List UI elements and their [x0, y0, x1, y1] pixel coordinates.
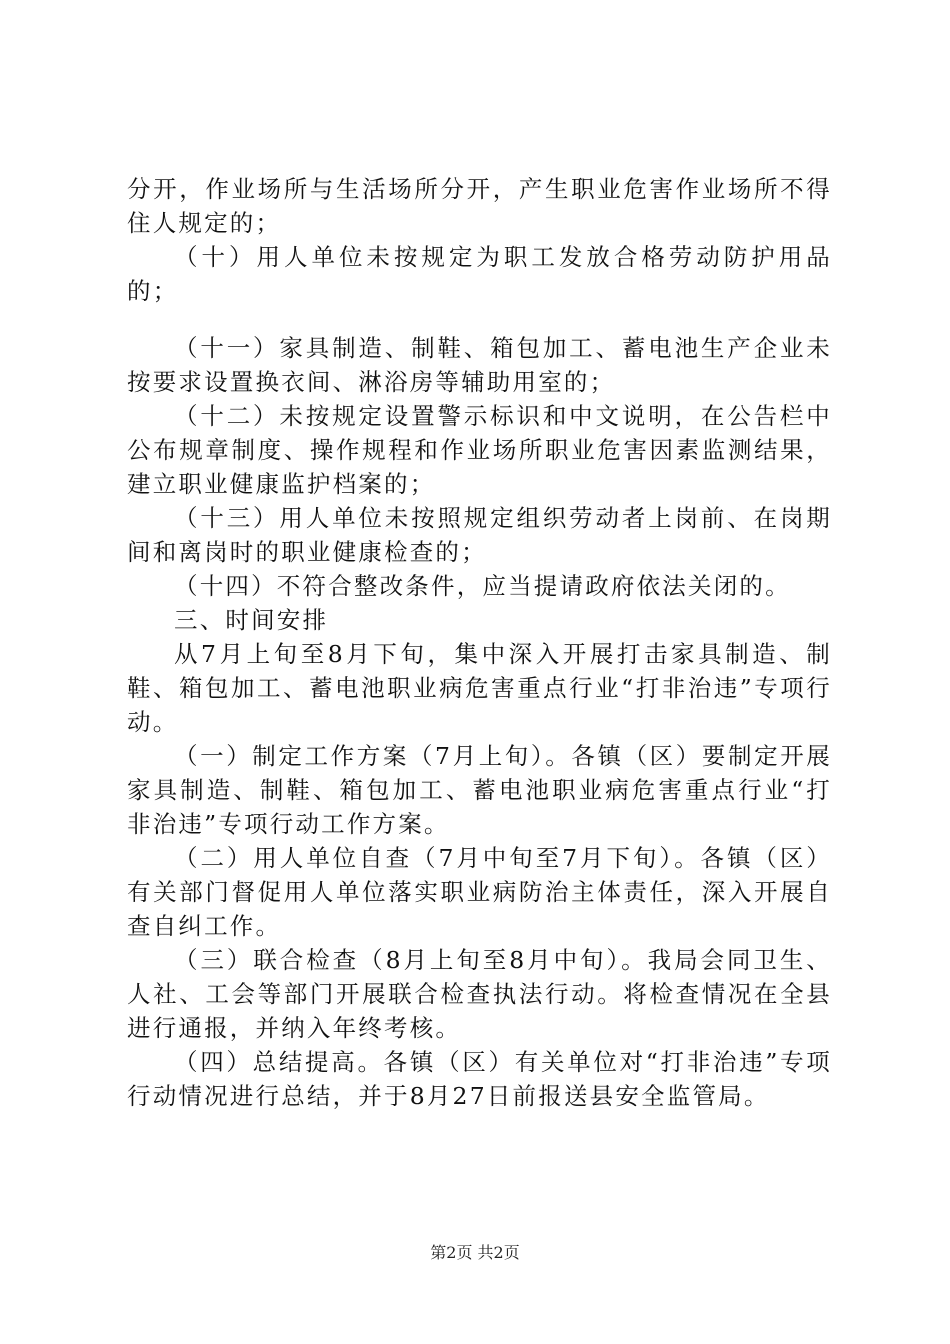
document-body: [127, 172, 832, 1113]
page-footer: 第2页 共2页: [430, 1243, 520, 1262]
paragraph-item-12: （十二）未按规定设置警示标识和中文说明，在公告栏中公布规章制度、操作规程和作业场所职业危害因素监测结果，建立职业健康监护档案的；: [127, 402, 832, 498]
paragraph-item-10: （十）用人单位未按规定为职工发放合格劳动防护用品的；: [127, 243, 832, 305]
paragraph-step-3: （三）联合检查（8月上旬至8月中旬）。我局会同卫生、人社、工会等部门开展联合检查执法行动。将检查情况在全县进行通报，并纳入年终考核。: [127, 946, 832, 1042]
paragraph-item-14: （十四）不符合整改条件，应当提请政府依法关闭的。: [174, 572, 791, 600]
section-heading-schedule: 三、时间安排: [174, 606, 329, 634]
paragraph-continuation: 分开，作业场所与生活场所分开，产生职业危害作业场所不得住人规定的；: [127, 175, 832, 237]
paragraph-step-1: （一）制定工作方案（7月上旬）。各镇（区）要制定开展家具制造、制鞋、箱包加工、蓄电池职业病危害重点行业“打非治违”专项行动工作方案。: [127, 742, 832, 838]
paragraph-step-2: （二）用人单位自查（7月中旬至7月下旬）。各镇（区）有关部门督促用人单位落实职业病防治主体责任，深入开展自查自纠工作。: [127, 844, 832, 940]
paragraph-step-4: （四）总结提高。各镇（区）有关单位对“打非治违”专项行动情况进行总结，并于8月27日前报送县安全监管局。: [127, 1048, 832, 1110]
paragraph-schedule-intro: 从7月上旬至8月下旬，集中深入开展打击家具制造、制鞋、箱包加工、蓄电池职业病危害重点行业“打非治违”专项行动。: [127, 640, 832, 736]
paragraph-item-11: （十一）家具制造、制鞋、箱包加工、蓄电池生产企业未按要求设置换衣间、淋浴房等辅助用室的；: [127, 334, 832, 396]
paragraph-item-13: （十三）用人单位未按照规定组织劳动者上岗前、在岗期间和离岗时的职业健康检查的；: [127, 504, 832, 566]
